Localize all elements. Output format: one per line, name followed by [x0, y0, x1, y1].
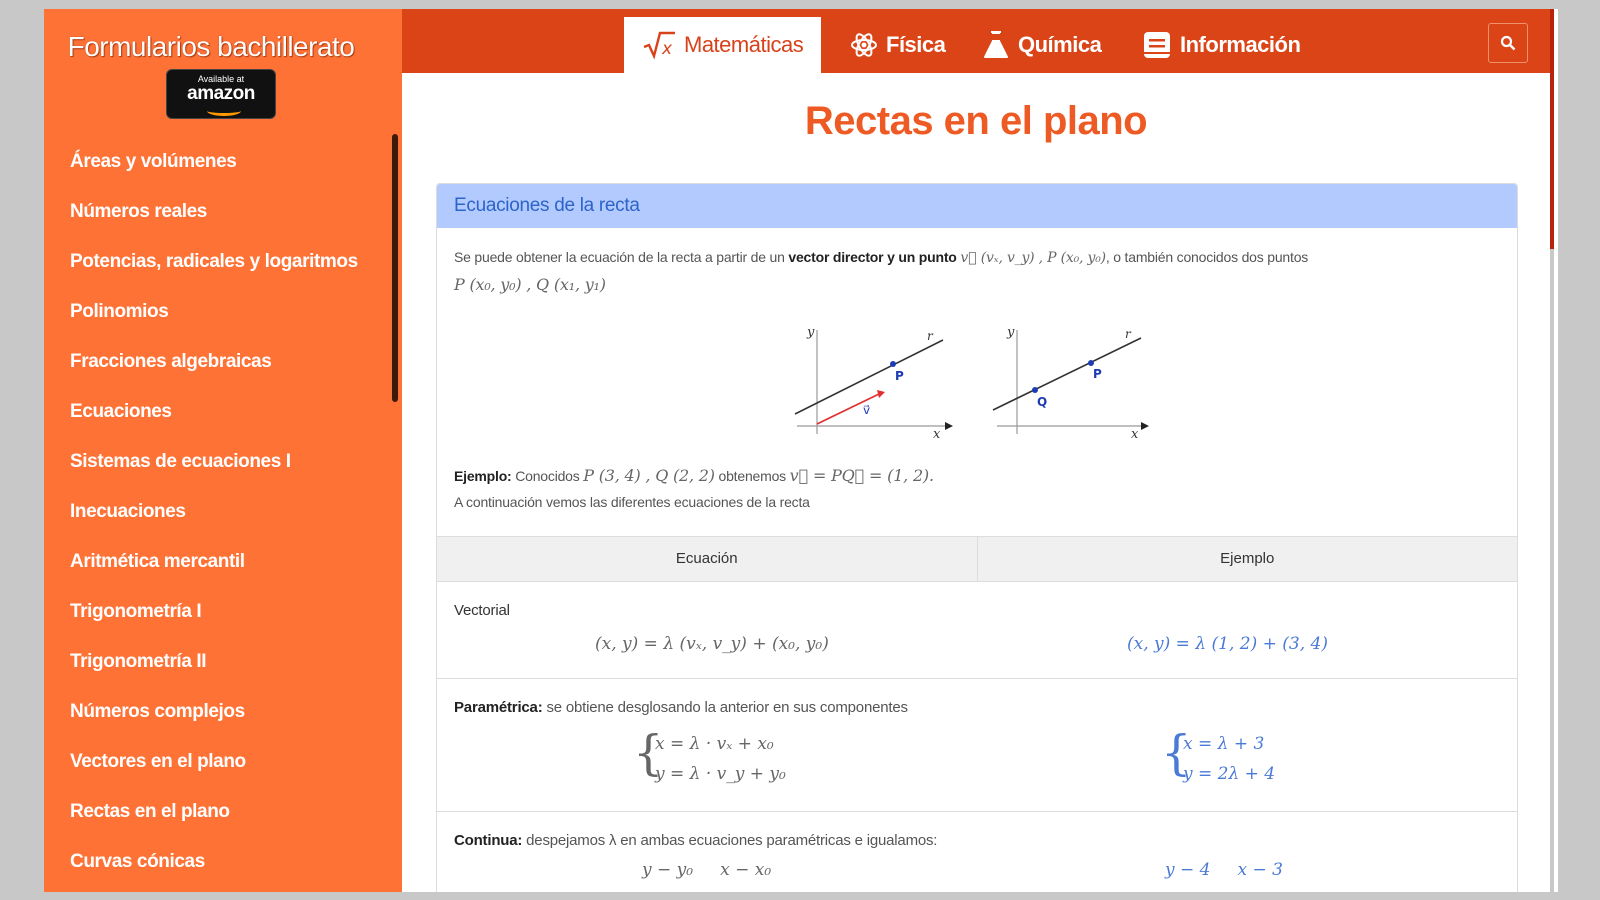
sidebar-item-trigonometria-2[interactable]: Trigonometría II	[70, 651, 207, 672]
row-parametrica-desc: se obtiene desglosando la anterior en sus componentes	[542, 699, 908, 716]
search-icon	[1500, 35, 1516, 51]
sidebar-scrollbar[interactable]	[392, 134, 398, 402]
left-point-label: P	[895, 369, 904, 383]
sidebar-item-aritmetica[interactable]: Aritmética mercantil	[70, 551, 245, 572]
sidebar-item-fracciones[interactable]: Fracciones algebraicas	[70, 351, 272, 372]
parametrica-example-eq-x: x = λ + 3	[1183, 734, 1265, 754]
table-header-ejemplo: Ejemplo	[977, 537, 1518, 581]
row-continua-label	[454, 832, 937, 849]
right-point-q-label: Q	[1037, 395, 1048, 409]
example-math-a: P (3, 4) , Q (2, 2)	[583, 466, 715, 485]
example-continuation: A continuación vemos las diferentes ecuaciones de la recta	[454, 494, 810, 510]
tab-fisica-label: Física	[886, 32, 946, 57]
sidebar-item-rectas[interactable]: Rectas en el plano	[70, 801, 230, 822]
row-vectorial-name: Vectorial	[454, 602, 510, 619]
sidebar-item-polinomios[interactable]: Polinomios	[70, 301, 169, 322]
right-line-label: r	[1125, 327, 1131, 341]
continua-example-eq: y − 4 x − 3	[1165, 860, 1283, 880]
sidebar-nav	[70, 149, 370, 892]
left-y-label: y	[807, 325, 815, 340]
flask-icon	[982, 30, 1010, 60]
amazon-badge-caption: Available at	[197, 74, 245, 84]
site-title[interactable]: Formularios bachillerato	[67, 31, 355, 62]
row-continua-name: Continua:	[454, 832, 523, 849]
tab-informacion-label: Información	[1180, 32, 1301, 57]
intro-text-a: Se puede obtener la ecuación de la recta a partir de un	[454, 249, 789, 265]
equations-card	[436, 183, 1518, 892]
parametrica-general-brace: {	[633, 725, 664, 781]
page-title: Rectas en el plano	[804, 99, 1148, 143]
amazon-smile-icon	[207, 106, 241, 116]
left-x-label: x	[933, 427, 941, 442]
intro-math-b: P (x₀, y₀) , Q (x₁, y₁)	[454, 275, 606, 294]
table-row-continua	[437, 812, 1517, 892]
top-nav-bar	[402, 9, 1550, 73]
vectorial-general-eq: (x, y) = λ (vₓ, v_y) + (x₀, y₀)	[595, 634, 829, 654]
row-parametrica-name: Paramétrica:	[454, 699, 543, 716]
intro-paragraph	[454, 249, 1504, 266]
sidebar-item-areas[interactable]: Áreas y volúmenes	[70, 151, 237, 172]
right-gutter	[1554, 9, 1558, 892]
intro-math-line	[454, 275, 606, 294]
table-header-ecuacion: Ecuación	[675, 550, 738, 567]
right-y-label: y	[1007, 325, 1015, 340]
sidebar-item-ecuaciones[interactable]: Ecuaciones	[70, 401, 172, 422]
row-parametrica-label	[454, 699, 908, 716]
card-header: Ecuaciones de la recta	[437, 184, 1517, 228]
left-vector-label: v⃗	[863, 403, 871, 417]
diagram-left	[795, 325, 953, 442]
sidebar-item-conicas[interactable]: Curvas cónicas	[70, 851, 205, 872]
tab-matematicas[interactable]	[624, 17, 821, 73]
left-line-label: r	[927, 329, 933, 343]
continua-general-eq: y − y₀ x − x₀	[642, 860, 772, 880]
sidebar-item-potencias[interactable]: Potencias, radicales y logaritmos	[70, 251, 358, 272]
sidebar-item-sistemas[interactable]: Sistemas de ecuaciones I	[70, 451, 291, 472]
sidebar-item-inecuaciones[interactable]: Inecuaciones	[70, 501, 186, 522]
sqrt-x-icon	[642, 30, 676, 60]
page-scrollbar[interactable]	[1550, 9, 1554, 249]
diagram-right	[993, 325, 1149, 442]
line-diagram	[787, 322, 1157, 442]
row-vectorial-label	[454, 602, 510, 619]
atom-icon	[850, 31, 878, 59]
parametrica-general-eq-x: x = λ · vₓ + x₀	[655, 734, 774, 754]
table-row-vectorial	[437, 582, 1517, 679]
example-math-b: v⃗ = PQ⃗ = (1, 2).	[789, 466, 934, 485]
tab-matematicas-label: Matemáticas	[684, 32, 804, 57]
sidebar-item-complejos[interactable]: Números complejos	[70, 701, 245, 722]
parametrica-example-brace: {	[1161, 725, 1192, 781]
amazon-badge[interactable]	[166, 69, 276, 119]
tab-quimica[interactable]	[982, 17, 1101, 73]
tab-fisica[interactable]	[850, 17, 945, 73]
tab-quimica-label: Química	[1018, 32, 1102, 57]
search-button[interactable]	[1488, 23, 1528, 63]
table-row-parametrica	[437, 679, 1517, 812]
amazon-badge-logo-text: amazon	[187, 83, 255, 104]
vectorial-example-eq: (x, y) = λ (1, 2) + (3, 4)	[1127, 634, 1328, 654]
intro-text-b: , o también conocidos dos puntos	[1105, 249, 1309, 265]
example-bold: Ejemplo:	[454, 468, 512, 484]
intro-bold: vector director y un punto	[788, 249, 957, 265]
table-header-row	[437, 536, 1517, 582]
right-point-p-label: P	[1093, 367, 1102, 381]
equations-table	[437, 536, 1517, 892]
book-icon	[1142, 30, 1172, 60]
row-continua-desc: despejamos λ en ambas ecuaciones paramétricas e igualamos:	[522, 832, 938, 849]
example-text-b: obtenemos	[714, 468, 790, 484]
sidebar-item-numeros-reales[interactable]: Números reales	[70, 201, 207, 222]
parametrica-example-eq-y: y = 2λ + 4	[1183, 764, 1276, 784]
main-content	[402, 73, 1550, 892]
parametrica-general-eq-y: y = λ · v_y + y₀	[655, 764, 786, 784]
sidebar-item-trigonometria-1[interactable]: Trigonometría I	[70, 601, 202, 622]
intro-math-a: v⃗ (vₓ, v_y) , P (x₀, y₀)	[960, 250, 1106, 266]
sidebar-item-vectores[interactable]: Vectores en el plano	[70, 751, 246, 772]
svg-text:x: x	[662, 39, 672, 59]
example-line	[454, 466, 934, 485]
right-x-label: x	[1131, 427, 1139, 442]
example-text-a: Conocidos	[511, 468, 584, 484]
tab-informacion[interactable]	[1142, 17, 1300, 73]
sidebar	[44, 9, 402, 892]
